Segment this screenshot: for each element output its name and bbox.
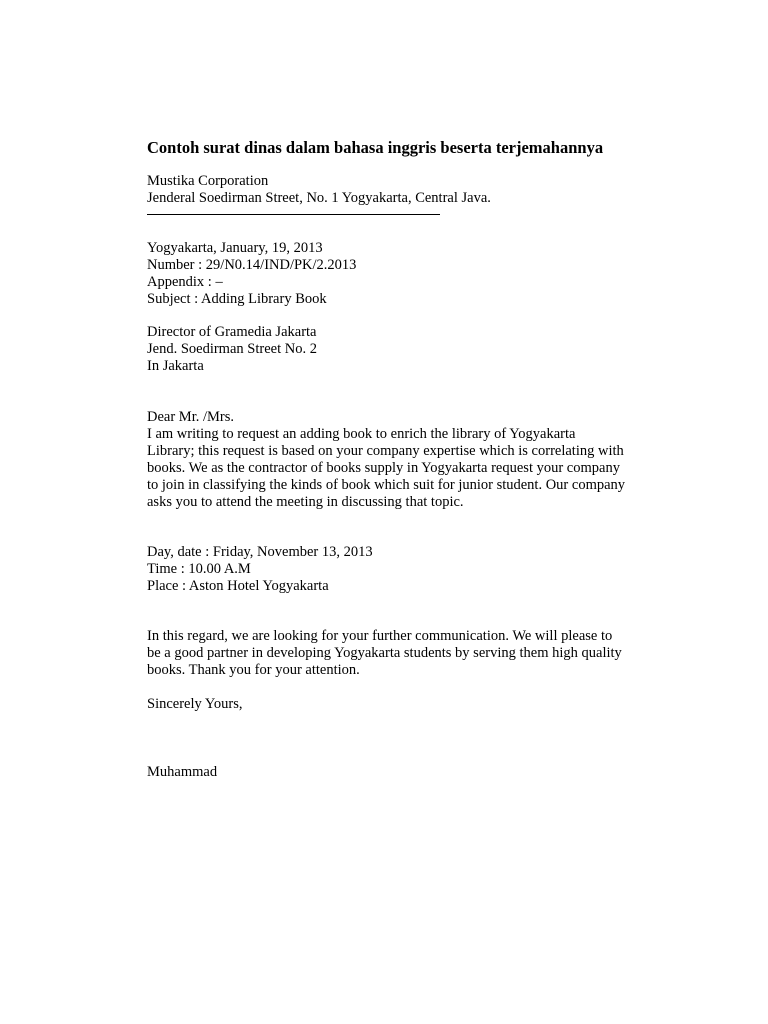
letterhead (147, 173, 667, 207)
document-title: Contoh surat dinas dalam bahasa inggris beserta terjemahannya (147, 138, 604, 157)
event-day-date: Day, date : Friday, November 13, 2013 (147, 544, 373, 560)
signature-name: Muhammad (147, 764, 218, 780)
body-line: books. We as the contractor of books supply in Yogyakarta request your company (147, 460, 620, 476)
recipient-street: Jend. Soedirman Street No. 2 (147, 341, 317, 357)
closing-paragraph (147, 628, 667, 679)
letter-meta (147, 240, 667, 308)
sign-off: Sincerely Yours, (147, 696, 243, 712)
closing-line: be a good partner in developing Yogyakarta students by serving them high quality (147, 645, 622, 661)
body-line: to join in classifying the kinds of book which suit for junior student. Our company (147, 477, 626, 493)
recipient-name: Director of Gramedia Jakarta (147, 324, 317, 340)
event-place: Place : Aston Hotel Yogyakarta (147, 578, 329, 594)
place-date: Yogyakarta, January, 19, 2013 (147, 240, 323, 256)
body-line: I am writing to request an adding book to enrich the library of Yogyakarta (147, 426, 576, 442)
recipient-city: In Jakarta (147, 358, 204, 374)
sender-address: Jenderal Soedirman Street, No. 1 Yogyakarta, Central Java. (147, 190, 491, 206)
event-details (147, 544, 667, 595)
letter-appendix: Appendix : – (147, 274, 223, 290)
recipient-block (147, 324, 667, 375)
letter-subject: Subject : Adding Library Book (147, 291, 327, 307)
letter-body (147, 409, 667, 511)
greeting: Dear Mr. /Mrs. (147, 409, 234, 425)
body-line: asks you to attend the meeting in discussing that topic. (147, 494, 464, 510)
letter-number: Number : 29/N0.14/IND/PK/2.2013 (147, 257, 357, 273)
body-line: Library; this request is based on your company expertise which is correlating with (147, 443, 624, 459)
event-time: Time : 10.00 A.M (147, 561, 251, 577)
letterhead-divider (147, 214, 440, 215)
sender-company: Mustika Corporation (147, 173, 269, 189)
closing-line: books. Thank you for your attention. (147, 662, 360, 678)
closing-line: In this regard, we are looking for your further communication. We will please to (147, 628, 613, 644)
